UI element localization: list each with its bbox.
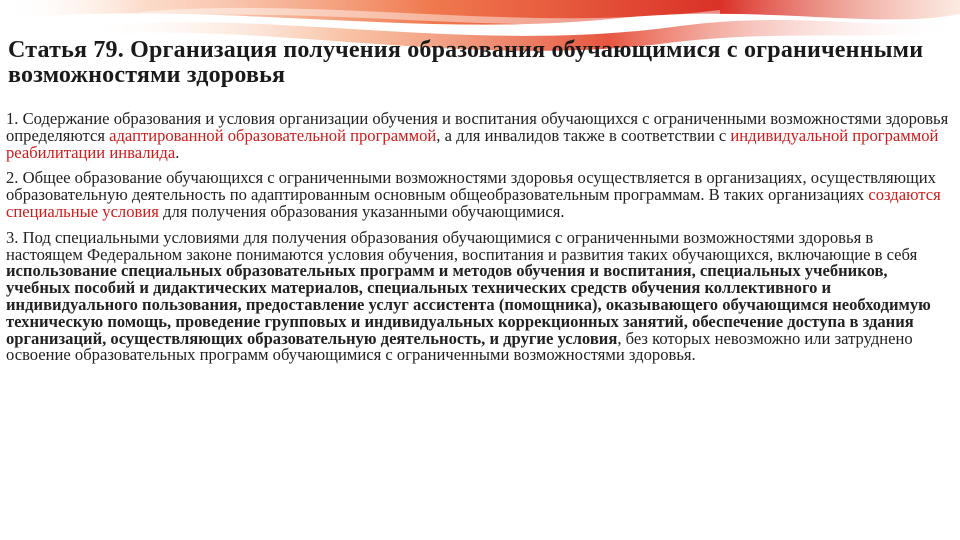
paragraph-3-bold-list: использование специальных образовательных программ и методов обучения и воспитания, специальных учебников, учебных пособий и дидактических материалов, специальных технических средств обучения коллективного и индивидуального пользования, предоставление услуг ассистента (помощника), оказывающего обучающимся необходимую техническую помощь, проведение групповых и индивидуальных коррекционных занятий, обеспечение доступа в здания организаций, осуществляющих образовательную деятельность, и другие условия: [6, 261, 931, 348]
paragraph-2-text-b: для получения образования указанными обучающимися.: [158, 201, 565, 221]
paragraph-1-highlight-program: адаптированной образовательной программой: [109, 125, 437, 145]
paragraph-1-text-a: 1. Содержание образования и условия организации обучения и воспитания обучающихся с ограниченными возможностями здоровья определяются: [6, 109, 949, 145]
slide-body: [6, 111, 954, 373]
paragraph-3-text-b: , без которых невозможно или затруднено освоение образовательных программ обучающимися с ограниченными возможностями здоровья.: [6, 328, 913, 365]
paragraph-1-text-b: , а для инвалидов также в соответствии с: [436, 125, 731, 145]
paragraph-2-highlight-conditions: создаются специальные условия: [6, 185, 941, 221]
paragraph-3: [6, 227, 954, 365]
paragraph-3-text-a: 3. Под специальными условиями для получения образования обучающимися с ограниченными возможностями здоровья в настоящем Федеральном законе понимаются условия обучения, воспитания и развития таких обучающихся, включающие в себя: [6, 227, 918, 264]
paragraph-2: [6, 170, 954, 220]
paragraph-1-highlight-rehab: индивидуальной программой реабилитации инвалида: [6, 125, 939, 162]
slide-title: Статья 79. Организация получения образования обучающимися с ограниченными возможностями здоровья: [8, 37, 924, 88]
paragraph-1: [6, 111, 954, 161]
paragraph-2-text-a: 2. Общее образование обучающихся с ограниченными возможностями здоровья осуществляется в организациях, осуществляющих образовательную деятельность по адаптированным основным общеобразовательным программам. В таких организациях: [6, 168, 936, 205]
paragraph-1-text-c: .: [175, 142, 180, 162]
